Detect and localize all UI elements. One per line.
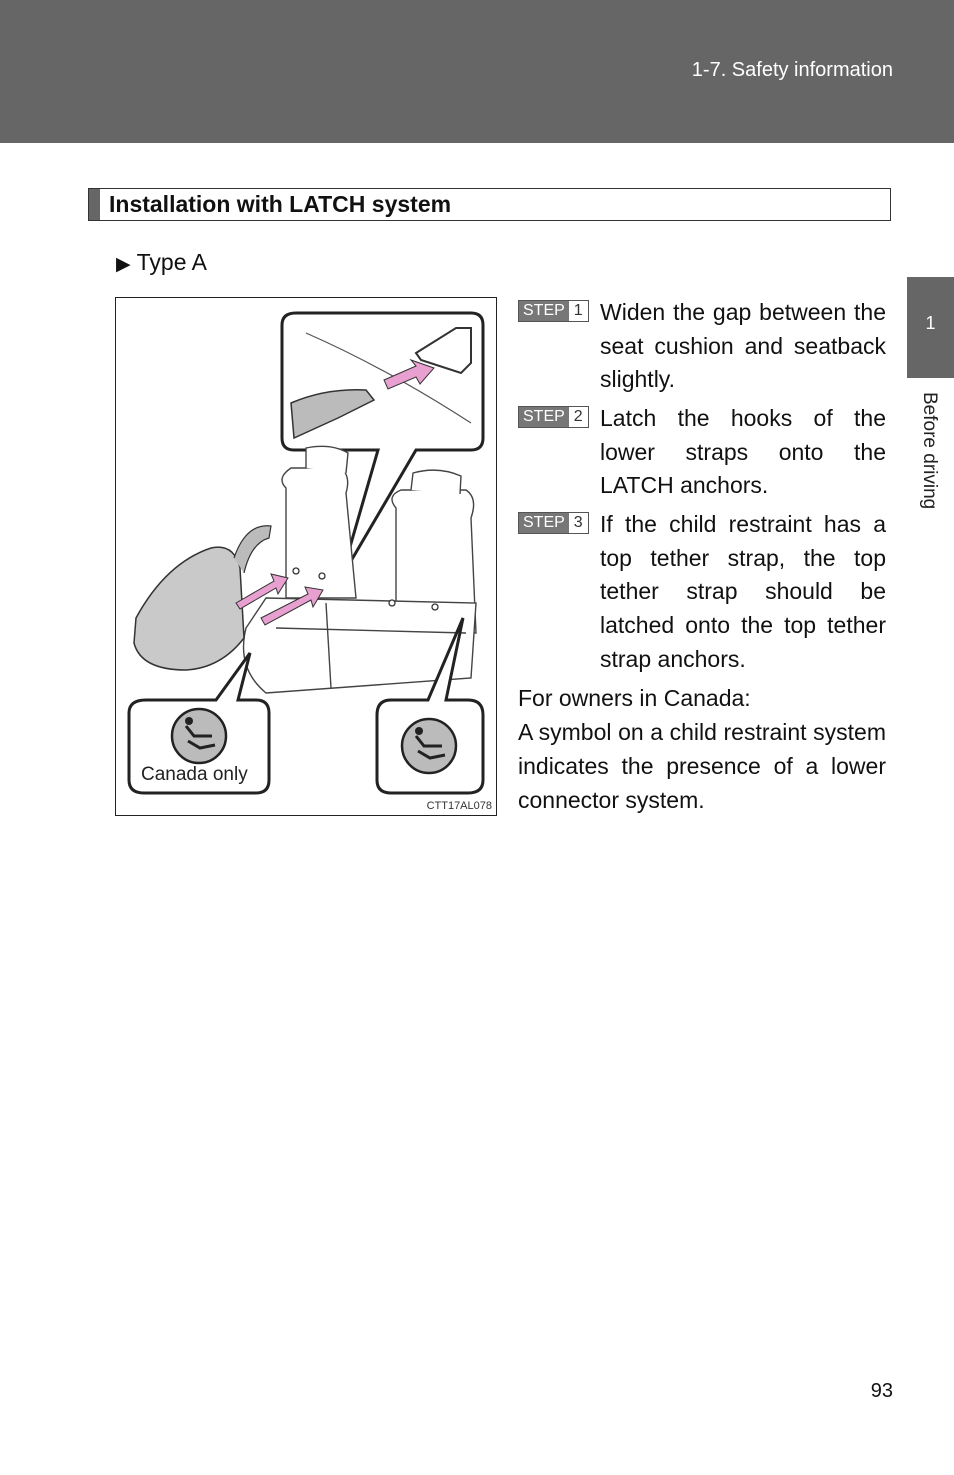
page-header bbox=[0, 0, 954, 143]
step-3 bbox=[518, 508, 886, 677]
step-2 bbox=[518, 402, 886, 503]
chapter-label: Before driving bbox=[919, 392, 940, 510]
step-badge: STEP 2 bbox=[518, 406, 589, 428]
chapter-tab bbox=[907, 277, 954, 378]
child-seat-drawing bbox=[134, 547, 244, 670]
step-badge: STEP 1 bbox=[518, 300, 589, 322]
section-title: Installation with LATCH system bbox=[109, 191, 452, 217]
latch-installation-figure bbox=[115, 297, 497, 816]
canada-note-heading: For owners in Canada: bbox=[518, 685, 751, 711]
step-1 bbox=[518, 296, 886, 397]
latch-illustration bbox=[116, 298, 496, 815]
type-label bbox=[116, 249, 207, 276]
step-text: Widen the gap between the seat cushion and seatback slightly. bbox=[600, 299, 886, 393]
canada-note-text: A symbol on a child restraint system indicates the presence of a lower connector system. bbox=[518, 719, 886, 813]
figure-code: CTT17AL078 bbox=[426, 800, 492, 812]
step-badge: STEP 3 bbox=[518, 512, 589, 534]
page-number: 93 bbox=[870, 1380, 893, 1402]
step-text: Latch the hooks of the lower straps onto the LATCH anchors. bbox=[600, 405, 886, 499]
section-heading bbox=[88, 188, 891, 221]
canada-only-label: Canada only bbox=[141, 764, 248, 785]
header-section-title: 1-7. Safety information bbox=[691, 59, 893, 81]
triangle-bullet-icon: ▶ bbox=[116, 254, 131, 275]
chapter-number: 1 bbox=[925, 313, 936, 333]
rear-seat-drawing bbox=[244, 446, 477, 693]
type-label-text: Type A bbox=[136, 249, 207, 275]
step-text: If the child restraint has a top tether strap, the top tether strap should be latched onto the top tether strap anchors. bbox=[600, 511, 886, 672]
section-heading-bar bbox=[89, 189, 100, 220]
